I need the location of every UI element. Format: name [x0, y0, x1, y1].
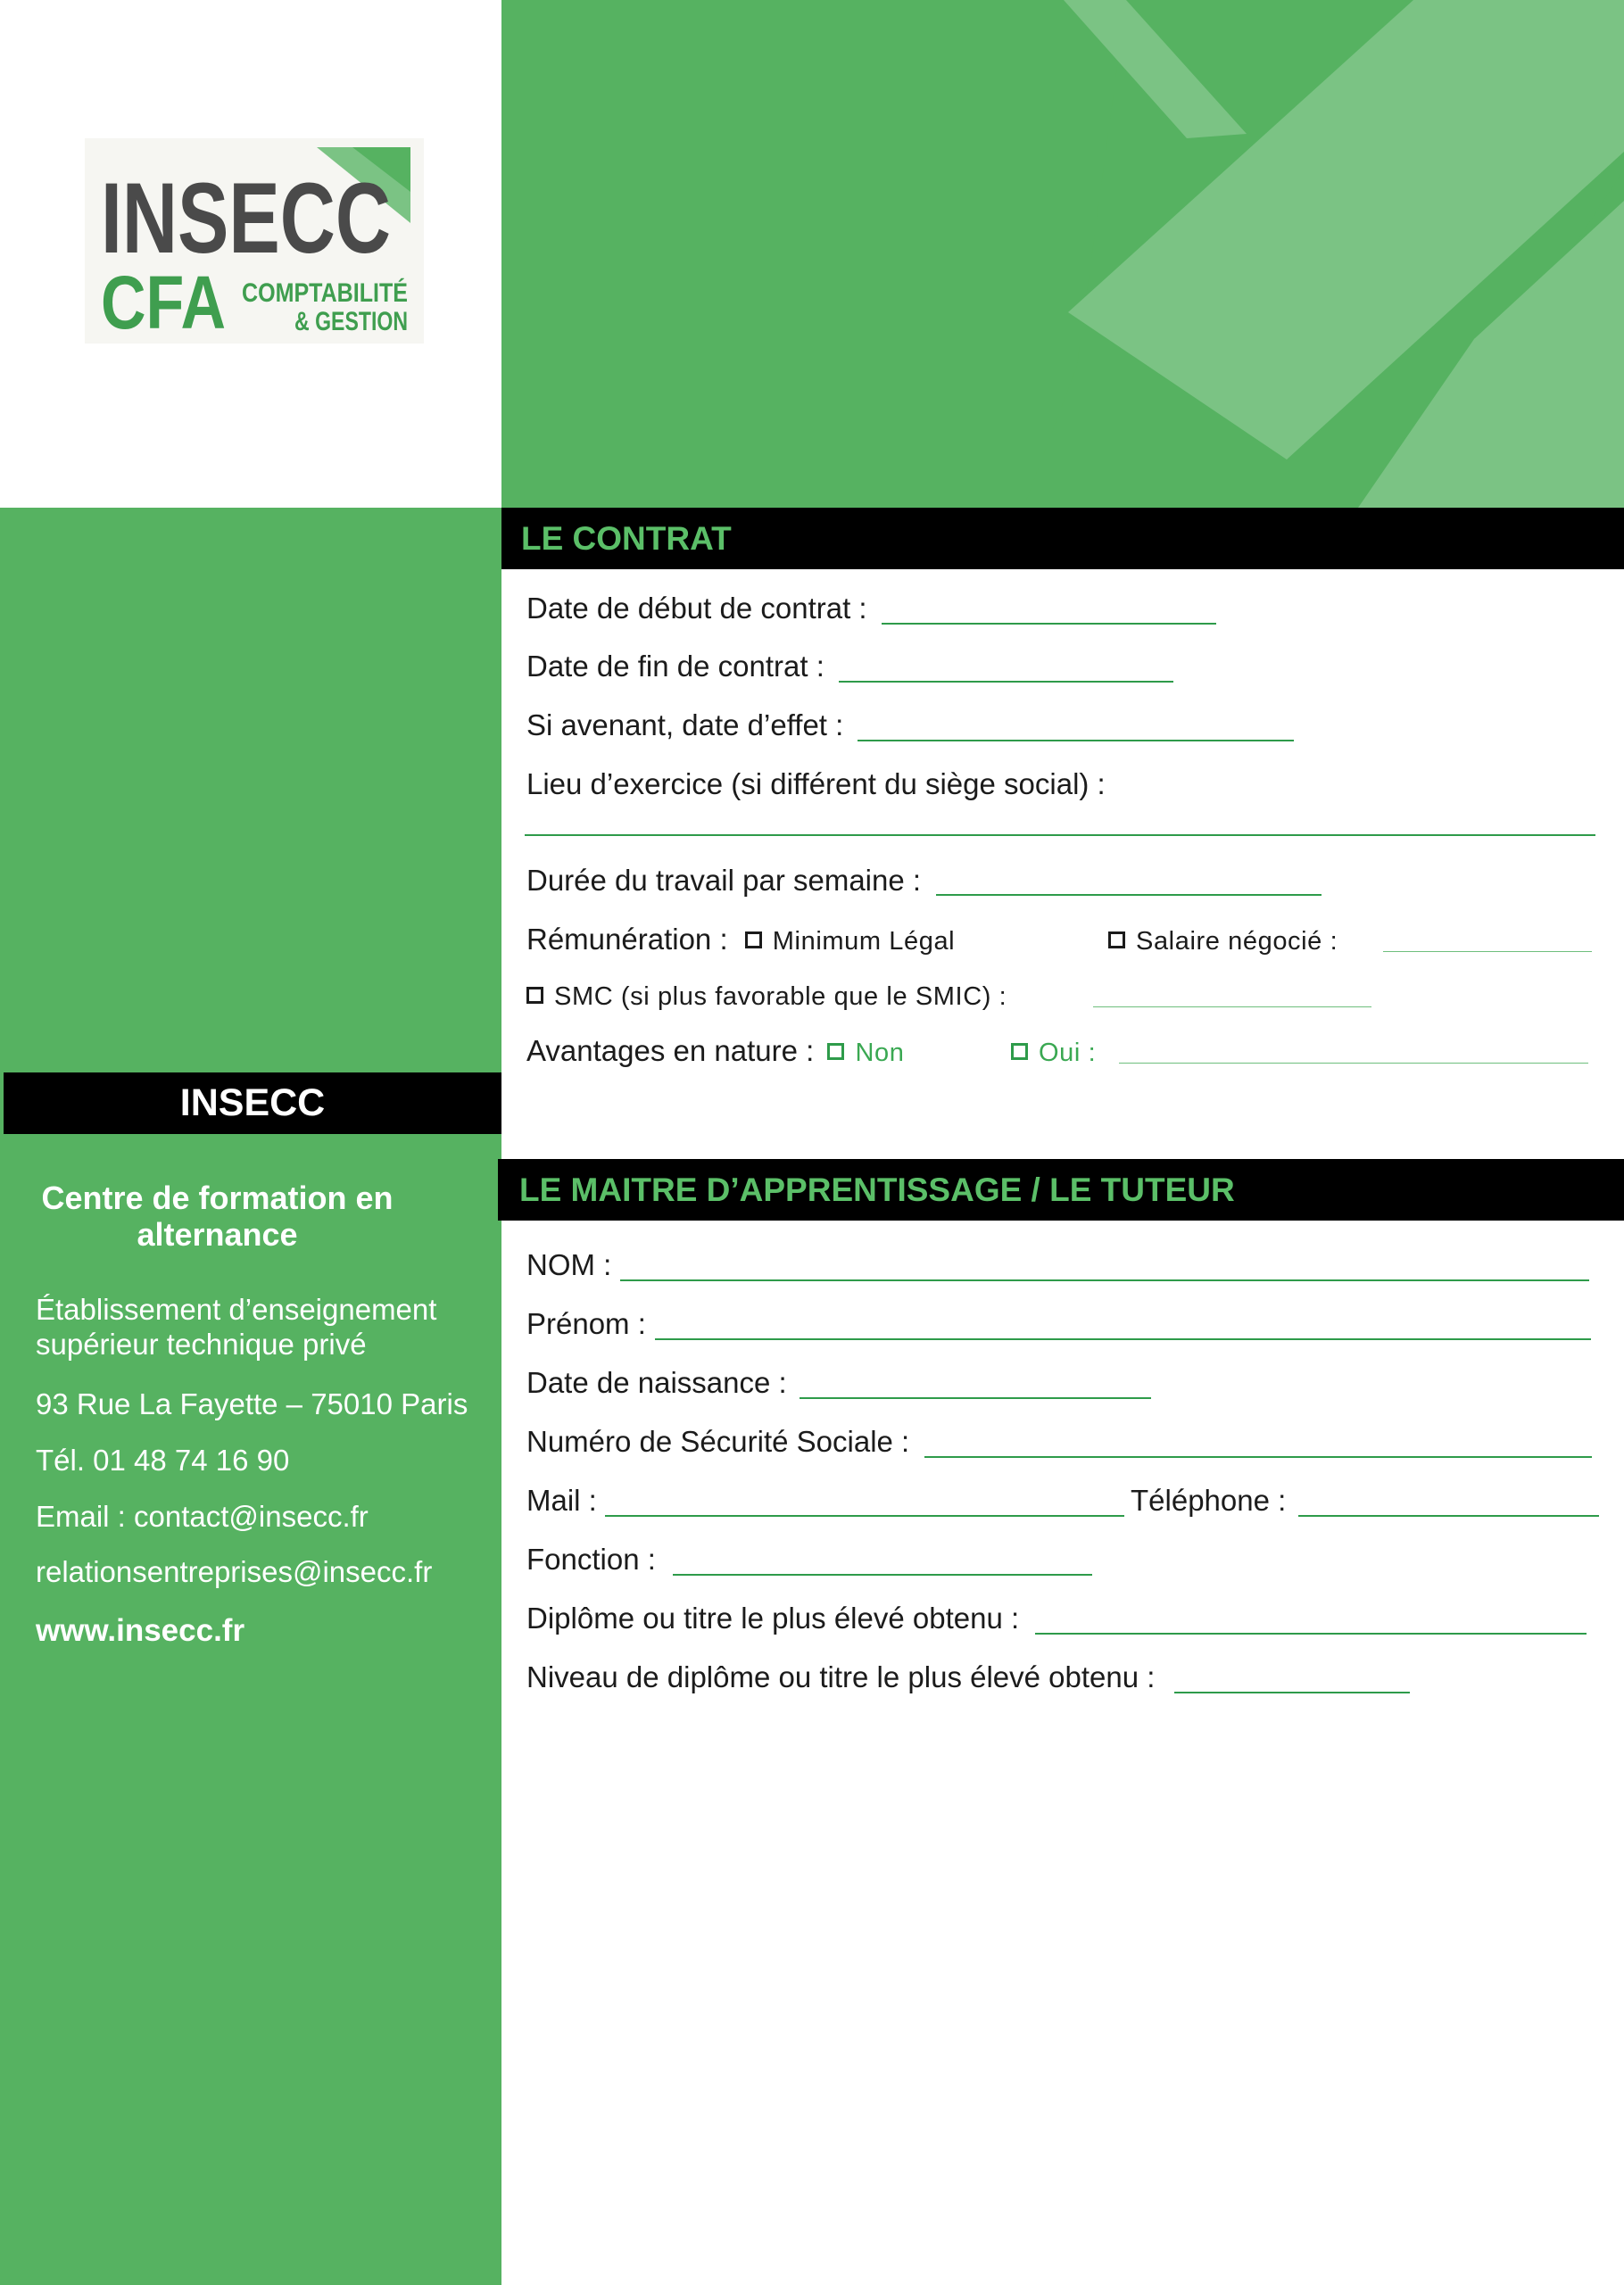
- lieu-label: Lieu d’exercice (si différent du siège social) :: [526, 767, 1106, 800]
- nom-field[interactable]: [620, 1279, 1589, 1281]
- sidebar-phone: Tél. 01 48 74 16 90: [36, 1444, 290, 1477]
- salaire-negocie-field[interactable]: [1383, 951, 1592, 952]
- section-tuteur-title: LE MAITRE D’APPRENTISSAGE / LE TUTEUR: [498, 1159, 1624, 1221]
- salaire-negocie-row: [1108, 922, 1338, 959]
- prenom-field[interactable]: [655, 1338, 1591, 1340]
- sidebar-email-relations[interactable]: relationsentreprises@insecc.fr: [36, 1555, 433, 1588]
- avenant-field[interactable]: [858, 740, 1294, 741]
- naissance-label: Date de naissance :: [526, 1366, 787, 1399]
- niveau-field[interactable]: [1174, 1692, 1410, 1693]
- salaire-negocie-label: Salaire négocié :: [1136, 927, 1338, 956]
- duree-label: Durée du travail par semaine :: [526, 864, 922, 897]
- logo-line2: CFA: [101, 261, 226, 344]
- remuneration-label: Rémunération :: [526, 923, 728, 956]
- avantages-non-label: Non: [855, 1039, 905, 1067]
- smc-label: SMC (si plus favorable que le SMIC) :: [554, 982, 1007, 1011]
- remuneration-row: [526, 922, 955, 959]
- lieu-field[interactable]: [525, 834, 1595, 836]
- secu-label: Numéro de Sécurité Sociale :: [526, 1425, 910, 1458]
- logo-area: [0, 0, 501, 508]
- sidebar-address: 93 Rue La Fayette – 75010 Paris: [36, 1387, 468, 1420]
- naissance-field[interactable]: [800, 1397, 1151, 1399]
- date-fin-label: Date de fin de contrat :: [526, 650, 824, 683]
- sidebar-establishment: Établissement d’enseignement supérieur technique privé: [36, 1293, 437, 1361]
- prenom-label: Prénom :: [526, 1307, 646, 1340]
- date-debut-field[interactable]: [882, 623, 1216, 625]
- salaire-negocie-checkbox[interactable]: [1108, 931, 1125, 948]
- smc-row: [526, 977, 1007, 1014]
- logo-line1: INSECC: [101, 162, 391, 274]
- mail-field[interactable]: [605, 1515, 1124, 1517]
- fonction-label: Fonction :: [526, 1543, 656, 1576]
- section-contrat-title: LE CONTRAT: [501, 508, 1624, 569]
- niveau-label: Niveau de diplôme ou titre le plus élevé obtenu :: [526, 1660, 1156, 1693]
- avantages-oui-checkbox[interactable]: [1011, 1043, 1028, 1060]
- diplome-field[interactable]: [1035, 1633, 1587, 1635]
- diplome-label: Diplôme ou titre le plus élevé obtenu :: [526, 1602, 1020, 1635]
- sidebar-website-link[interactable]: www.insecc.fr: [36, 1613, 245, 1648]
- sidebar-title: INSECC: [4, 1072, 501, 1134]
- logo-line3: COMPTABILITÉ: [242, 278, 441, 308]
- date-debut-label: Date de début de contrat :: [526, 592, 867, 625]
- smc-field[interactable]: [1093, 1006, 1371, 1007]
- secu-field[interactable]: [924, 1456, 1592, 1458]
- mail-label: Mail :: [526, 1484, 597, 1517]
- smc-checkbox[interactable]: [526, 987, 543, 1004]
- min-legal-label: Minimum Légal: [772, 927, 956, 956]
- avantages-oui-field[interactable]: [1119, 1063, 1588, 1064]
- sidebar-email[interactable]: Email : contact@insecc.fr: [36, 1500, 369, 1533]
- min-legal-checkbox[interactable]: [745, 931, 762, 948]
- avantages-oui-label: Oui :: [1039, 1039, 1097, 1067]
- duree-field[interactable]: [936, 894, 1322, 896]
- header-decoration: [501, 0, 1624, 508]
- avantages-row: [526, 1033, 904, 1071]
- nom-label: NOM :: [526, 1248, 612, 1281]
- fonction-field[interactable]: [673, 1574, 1092, 1576]
- header-banner: [501, 0, 1624, 508]
- sidebar-heading: Centre de formation en alternance: [41, 1180, 394, 1253]
- telephone-label: Téléphone :: [1131, 1484, 1287, 1517]
- logo-line4: & GESTION: [294, 307, 408, 336]
- insecc-logo: [85, 138, 441, 344]
- avantages-label: Avantages en nature :: [526, 1034, 815, 1067]
- avantages-oui-row: [1011, 1033, 1096, 1071]
- avenant-label: Si avenant, date d’effet :: [526, 708, 844, 741]
- telephone-field[interactable]: [1298, 1515, 1599, 1517]
- avantages-non-checkbox[interactable]: [827, 1043, 844, 1060]
- date-fin-field[interactable]: [839, 681, 1173, 683]
